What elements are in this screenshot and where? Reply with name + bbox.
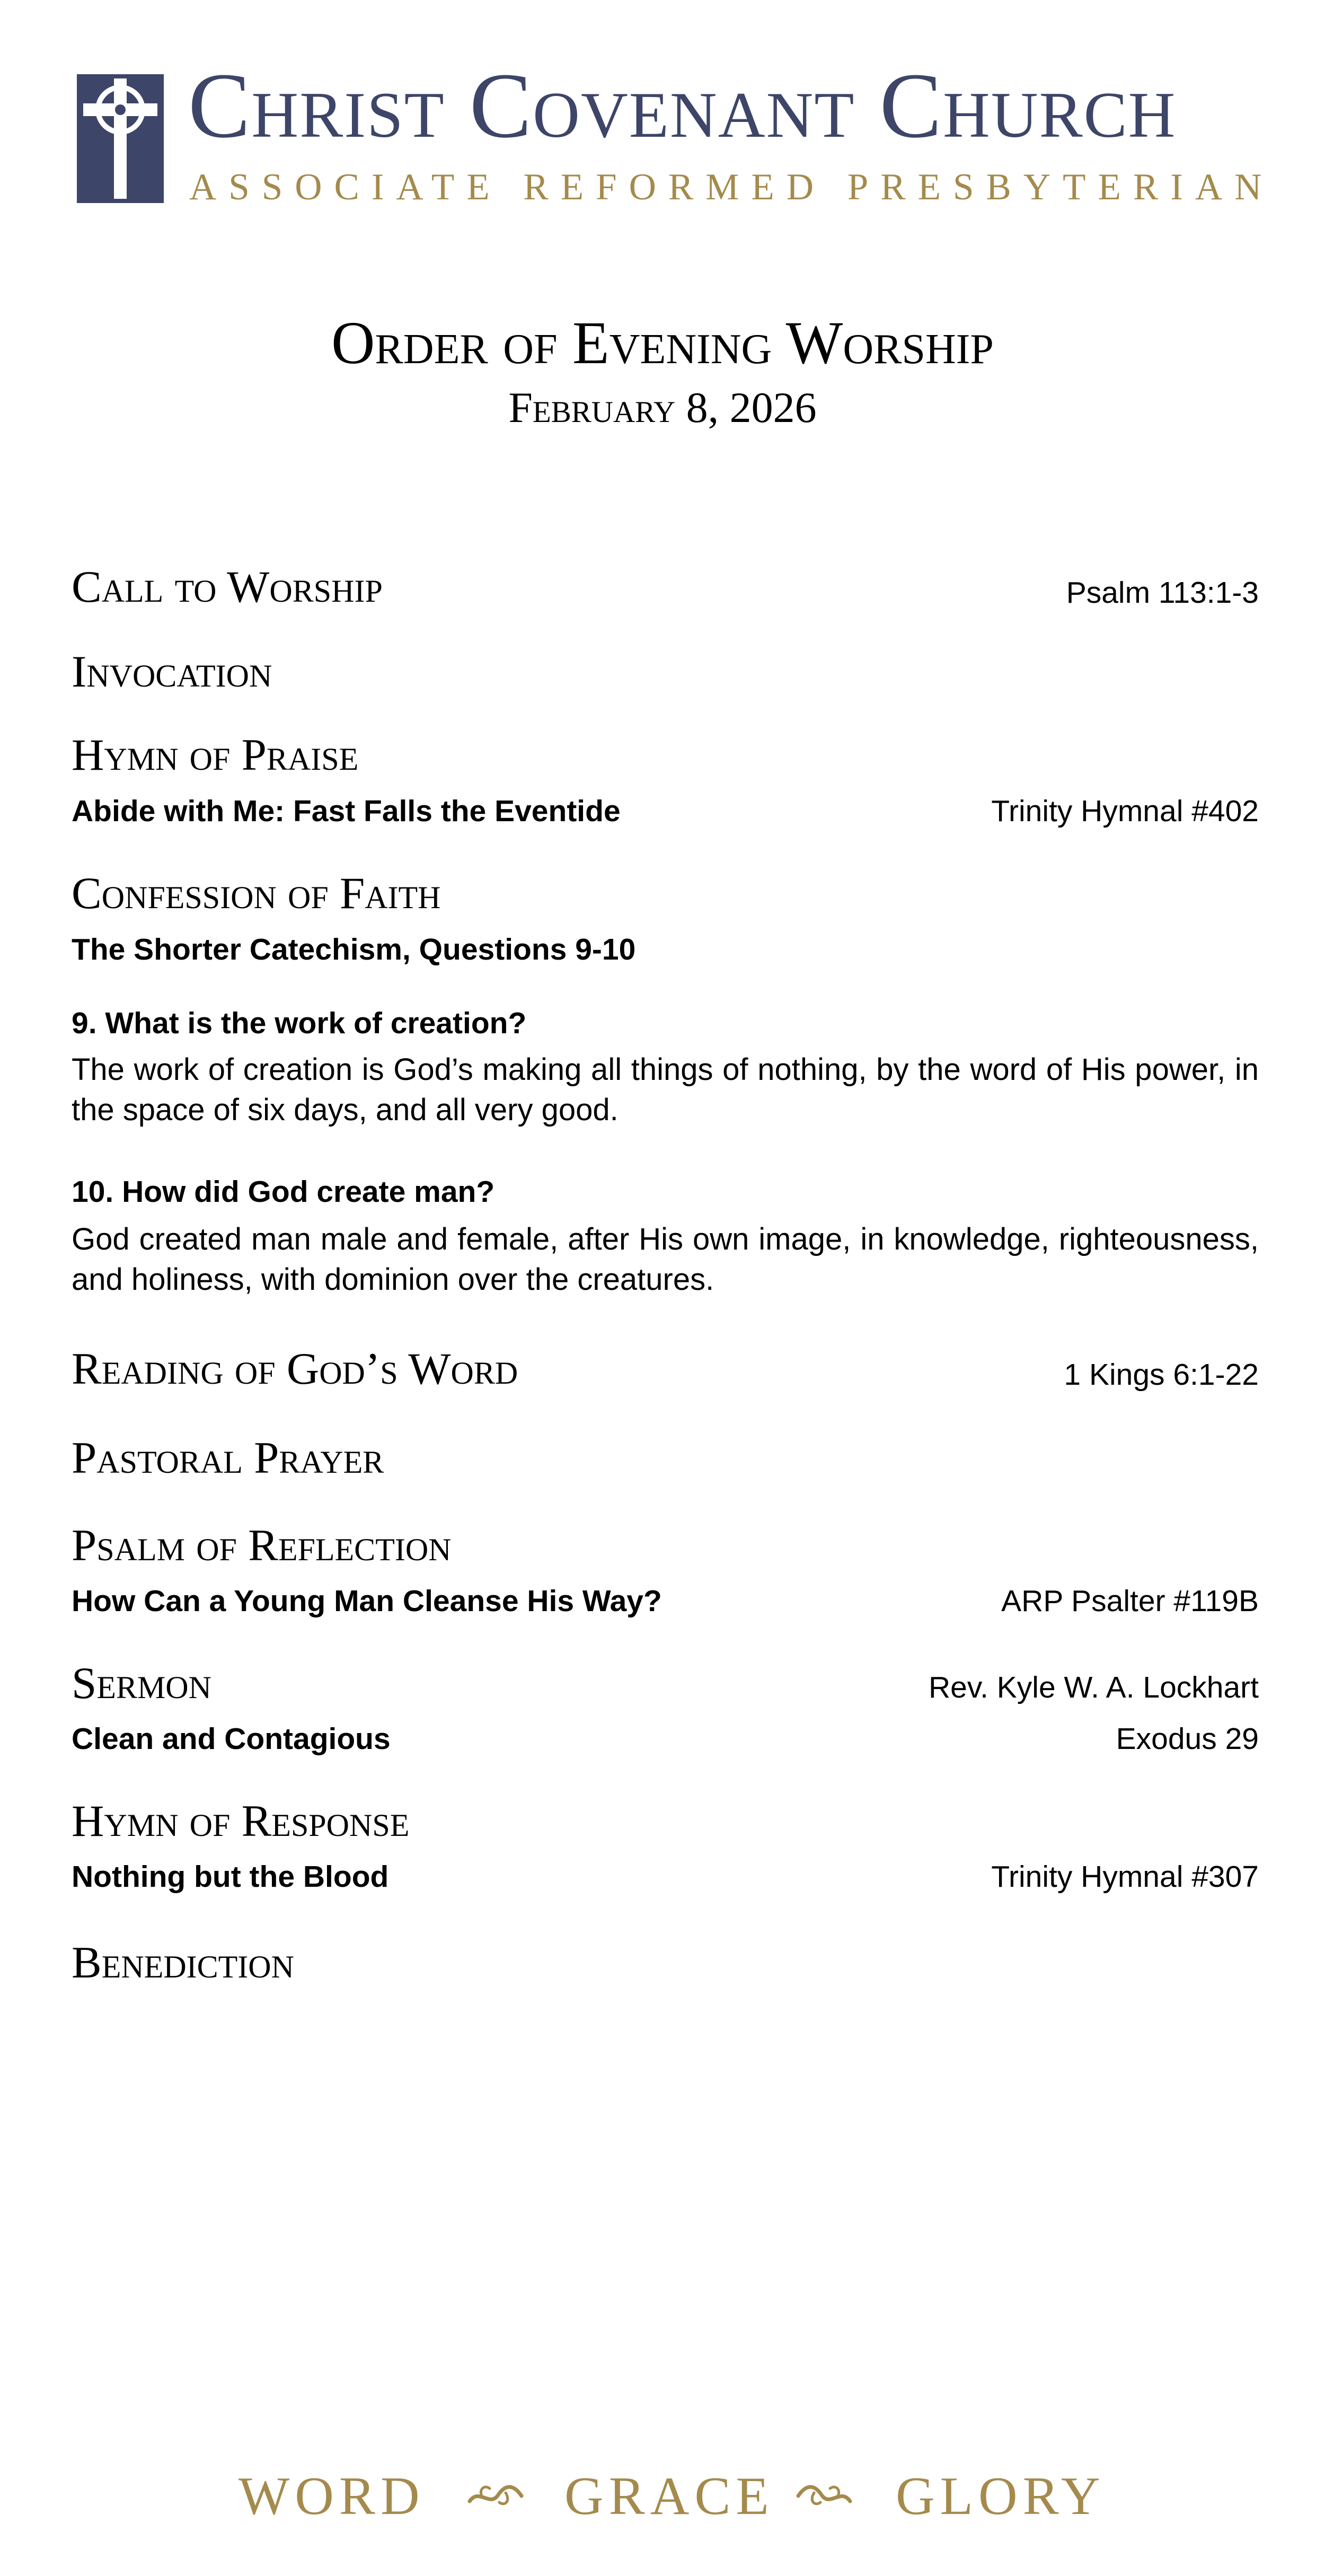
- footer-glory: GLORY: [896, 2466, 1106, 2526]
- sermon-reference: Exodus 29: [1116, 1722, 1259, 1756]
- hymn-of-response-heading: Hymn of Response: [72, 1796, 410, 1846]
- page-title: Order of Evening Worship: [331, 309, 994, 376]
- psalm-of-reflection-heading: Psalm of Reflection: [72, 1520, 452, 1570]
- celtic-cross-icon: [77, 74, 164, 203]
- catechism-subtitle: The Shorter Catechism, Questions 9-10: [72, 933, 636, 966]
- church-name: Christ Covenant Church: [188, 54, 1177, 157]
- confession-heading: Confession of Faith: [72, 868, 441, 918]
- church-subtitle: ASSOCIATE REFORMED PRESBYTERIAN: [189, 166, 1274, 208]
- catechism-answer-10: God created man male and female, after His own image, in knowledge, righteousness, and holiness, with dominion over the creatures.: [72, 1222, 1259, 1297]
- psalm-of-reflection-title: How Can a Young Man Cleanse His Way?: [72, 1584, 662, 1618]
- hymn-of-praise-title: Abide with Me: Fast Falls the Eventide: [72, 794, 621, 828]
- psalm-of-reflection-reference: ARP Psalter #119B: [1001, 1584, 1259, 1618]
- hymn-of-response-reference: Trinity Hymnal #307: [991, 1860, 1259, 1894]
- catechism-question-9: 9. What is the work of creation?: [72, 1006, 527, 1040]
- reading-heading: Reading of God’s Word: [72, 1344, 518, 1394]
- footer-grace: GRACE: [564, 2466, 774, 2526]
- catechism-answer-9: The work of creation is God’s making all things of nothing, by the word of His power, in the space of six days, and all very good.: [72, 1052, 1259, 1127]
- catechism-question-10: 10. How did God create man?: [72, 1175, 495, 1209]
- benediction-heading: Benediction: [72, 1938, 294, 1988]
- hymn-of-praise-reference: Trinity Hymnal #402: [991, 794, 1259, 828]
- invocation-heading: Invocation: [72, 647, 272, 697]
- reading-reference: 1 Kings 6:1-22: [1064, 1358, 1259, 1392]
- call-to-worship-reference: Psalm 113:1-3: [1066, 576, 1259, 610]
- sermon-title: Clean and Contagious: [72, 1722, 391, 1756]
- service-date: February 8, 2026: [508, 383, 817, 432]
- footer-word: WORD: [238, 2466, 425, 2526]
- call-to-worship-heading: Call to Worship: [72, 562, 383, 612]
- vine-flourish-icon: [795, 2477, 853, 2517]
- pastoral-prayer-heading: Pastoral Prayer: [72, 1433, 384, 1483]
- sermon-preacher: Rev. Kyle W. A. Lockhart: [928, 1671, 1259, 1704]
- hymn-of-response-title: Nothing but the Blood: [72, 1860, 389, 1894]
- sermon-heading: Sermon: [72, 1658, 211, 1708]
- church-logo: [77, 74, 164, 203]
- vine-flourish-icon: [466, 2477, 525, 2517]
- hymn-of-praise-heading: Hymn of Praise: [72, 730, 359, 780]
